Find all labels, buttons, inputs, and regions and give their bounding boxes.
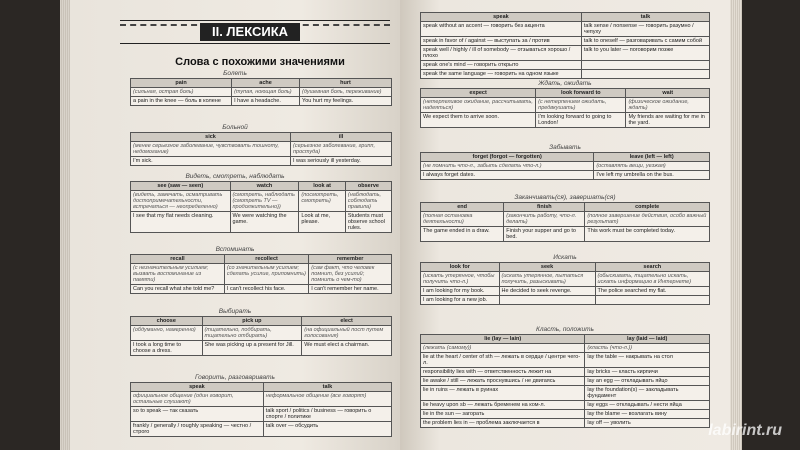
word-table [130,316,392,356]
table-cell: lie awake / still — лежать проснувшись / не двигаясь [421,377,585,386]
col-header: lie (lay — lain) [421,335,585,344]
table-cell: (посмотреть, смотреть) [299,191,345,212]
word-table [420,202,710,242]
word-table [420,262,710,305]
left-page [70,0,400,450]
right-page [400,0,730,450]
word-table [420,152,710,180]
table-cell: You hurt my feelings. [300,97,392,106]
table-cell: (класть (что-л.)) [585,344,710,353]
table-cell: I'm sick. [131,157,291,166]
table-cell: (сильная, острая боль) [131,88,232,97]
col-header: expect [421,89,536,98]
col-header: hurt [300,79,392,88]
col-header: ill [291,133,392,142]
table-cell: (с нетерпением ожидать, предвкушать) [536,98,626,113]
book-spread [70,0,730,450]
table-cell: Finish your supper and go to bed. [504,227,585,242]
group-title: Говорить, разговаривать [195,374,275,381]
chapter-title: II. ЛЕКСИКА [200,23,300,41]
col-header: wait [626,89,710,98]
group-title: Вспоминать [215,246,255,253]
group-title: Больной [222,124,248,131]
table-cell: so to speak — так сказать [131,407,264,422]
table-cell: (искать утерянное, чтобы получить что-л.) [421,272,500,287]
col-header: look for [421,263,500,272]
table-cell: talk to you later — поговорим позже [581,46,709,61]
table-cell: lay off — уволить [585,419,710,428]
group-title: Класть, положить [536,326,594,333]
table-cell: (тупая, ноющая боль) [232,88,300,97]
col-header: recollect [224,255,308,264]
table-cell: My friends are waiting for me in the yard. [626,113,710,128]
col-header: seek [499,263,595,272]
col-header: elect [302,317,392,326]
group-title: Заканчивать(ся), завершать(ся) [514,194,616,201]
table-cell: lay the blame — возлагать вину [585,410,710,419]
table-cell: I'm looking forward to going to London! [536,113,626,128]
table-cell: Students must observe school rules. [345,212,391,233]
table-cell: (обдуманно, намеренно) [131,326,203,341]
col-header: look forward to [536,89,626,98]
table-cell: The game ended in a draw. [421,227,504,242]
col-header: pain [131,79,232,88]
table-cell: I am looking for a new job. [421,296,500,305]
table-cell: (физическое ожидание, ждать) [626,98,710,113]
word-table [130,181,392,233]
col-header: watch [230,182,299,191]
group-title: Ждать, ожидать [538,80,592,87]
col-header: forget (forgot — forgotten) [421,153,594,162]
table-cell: (полная остановка деятельности) [421,212,504,227]
table-cell: lay bricks — класть кирпичи [585,368,710,377]
group-title: Искать [553,254,577,261]
table-cell: неформальное общение (все говорят) [263,392,391,407]
table-cell: I can't remember her name. [309,285,392,294]
table-cell: lay the foundation(s) — закладывать фундамент [585,386,710,401]
table-cell: I was seriously ill yesterday. [291,157,392,166]
table-cell: lay the table — накрывать на стол [585,353,710,368]
col-header: ache [232,79,300,88]
table-cell: (оставлять вещи, уезжая) [594,162,710,171]
table-cell [581,61,709,70]
word-table [420,88,710,128]
table-cell: lie in ruins — лежать в руинах [421,386,585,401]
table-cell: The police searched my flat. [595,287,709,296]
table-cell: I have a headache. [232,97,300,106]
col-header: end [421,203,504,212]
table-cell: I can't recollect his face. [224,285,308,294]
table-cell: (с незначительным усилием; вызвать воспоминание из памяти) [131,264,225,285]
table-cell: I see that my flat needs cleaning. [131,212,231,233]
table-cell: speak without an accent — говорить без акцента [421,22,582,37]
table-cell: lay an egg — откладывать яйцо [585,377,710,386]
group-title: Забывать [549,144,581,151]
col-header: talk [581,13,709,22]
table-cell [581,70,709,79]
table-cell: (со значительным усилием; сделать усилие, припомнить) [224,264,308,285]
table-cell: speak one's mind — говорить открыто [421,61,582,70]
table-cell: lie heavy upon sb — лежать бременем на ком-л. [421,401,585,410]
watermark: labirint.ru [708,422,782,439]
table-cell: frankly / generally / roughly speaking — честно / строго [131,422,264,437]
table-cell: (искать утерянное, пытаться получить, разыскивать) [499,272,595,287]
col-header: finish [504,203,585,212]
table-cell: speak in favor of / against — выступать за / против [421,37,582,46]
table-cell [499,296,595,305]
table-cell: (закончить работу, что-л. делать) [504,212,585,227]
col-header: leave (left — left) [594,153,710,162]
table-cell: (душевная боль, переживание) [300,88,392,97]
col-header: sick [131,133,291,142]
table-cell: speak the same language — говорить на одном языке [421,70,582,79]
table-cell: I took a long time to choose a dress. [131,341,203,356]
table-cell: She was picking up a present for Jill. [202,341,302,356]
table-cell: lie at the heart / center of sth — лежать в сердце / центре чего-л. [421,353,585,368]
group-title: Выбирать [218,308,252,315]
word-table [130,132,392,166]
table-cell [595,296,709,305]
page-edge-right [728,0,742,450]
col-header: complete [585,203,710,212]
table-cell: (на официальный пост путем голосования) [302,326,392,341]
table-cell: (полное завершение действия, особо важный результат) [585,212,710,227]
table-cell: talk to oneself — разговаривать с самим собой [581,37,709,46]
col-header: look at [299,182,345,191]
table-cell: talk sport / politics / business — говорить о спорте / политике [263,407,391,422]
word-table [130,254,392,294]
table-cell: the problem lies in — проблема заключается в [421,419,585,428]
table-cell: I always forget dates. [421,171,594,180]
table-cell: We must elect a chairman. [302,341,392,356]
col-header: observe [345,182,391,191]
table-cell: (наблюдать, соблюдать правила) [345,191,391,212]
table-cell: (обыскивать, тщательно искать, искать информацию в Интернете) [595,272,709,287]
table-cell: lay eggs — откладывать / нести яйца [585,401,710,410]
group-title: Болеть [223,70,247,77]
table-cell: I've left my umbrella on the bus. [594,171,710,180]
col-header: remember [309,255,392,264]
table-cell: официальное общение (один говорит, остальные слушают) [131,392,264,407]
table-cell: (видеть, замечать, осматривать достопримечательности, встречаться — неопределенно) [131,191,231,212]
group-title: Видеть, смотреть, наблюдать [185,173,285,180]
table-cell: (нетерпеливое ожидание, рассчитывать, надеяться) [421,98,536,113]
col-header: talk [263,383,391,392]
table-cell: responsibility lies with — ответственность лежит на [421,368,585,377]
table-cell: talk over — обсудить [263,422,391,437]
table-cell: (тщательно, подбирать, тщательно отбирать) [202,326,302,341]
word-table [130,382,392,437]
col-header: see (saw — seen) [131,182,231,191]
chapter-header [120,20,390,44]
table-cell: (менее серьезное заболевание, чувствовать тошноту, недомогание) [131,142,291,157]
word-table [420,12,710,79]
word-table [130,78,392,106]
col-header: recall [131,255,225,264]
table-cell: (серьезное заболевание, грипп, простуда) [291,142,392,157]
table-cell: (смотреть, наблюдать (смотреть TV — продолжительно)) [230,191,299,212]
col-header: search [595,263,709,272]
col-header: choose [131,317,203,326]
table-cell: Look at me, please. [299,212,345,233]
table-cell: (не помнить что-л., забыть сделать что-л.) [421,162,594,171]
table-cell: (лежать (самому)) [421,344,585,353]
table-cell: talk sense / nonsense — говорить разумно / чепуху [581,22,709,37]
table-cell: He decided to seek revenge. [499,287,595,296]
col-header: pick up [202,317,302,326]
col-header: speak [421,13,582,22]
table-cell: speak well / highly / ill of somebody — отзываться хорошо / плохо [421,46,582,61]
section-title: Слова с похожими значениями [175,56,345,68]
table-cell: I am looking for my book. [421,287,500,296]
table-cell: We were watching the game. [230,212,299,233]
table-cell: This work must be completed today. [585,227,710,242]
table-cell: We expect them to arrive soon. [421,113,536,128]
table-cell: (сам факт, что человек помнит, без усилий; помнить о чем-то) [309,264,392,285]
table-cell: Can you recall what she told me? [131,285,225,294]
col-header: lay (laid — laid) [585,335,710,344]
col-header: speak [131,383,264,392]
table-cell: a pain in the knee — боль в колене [131,97,232,106]
table-cell: lie in the sun — загорать [421,410,585,419]
word-table [420,334,710,428]
